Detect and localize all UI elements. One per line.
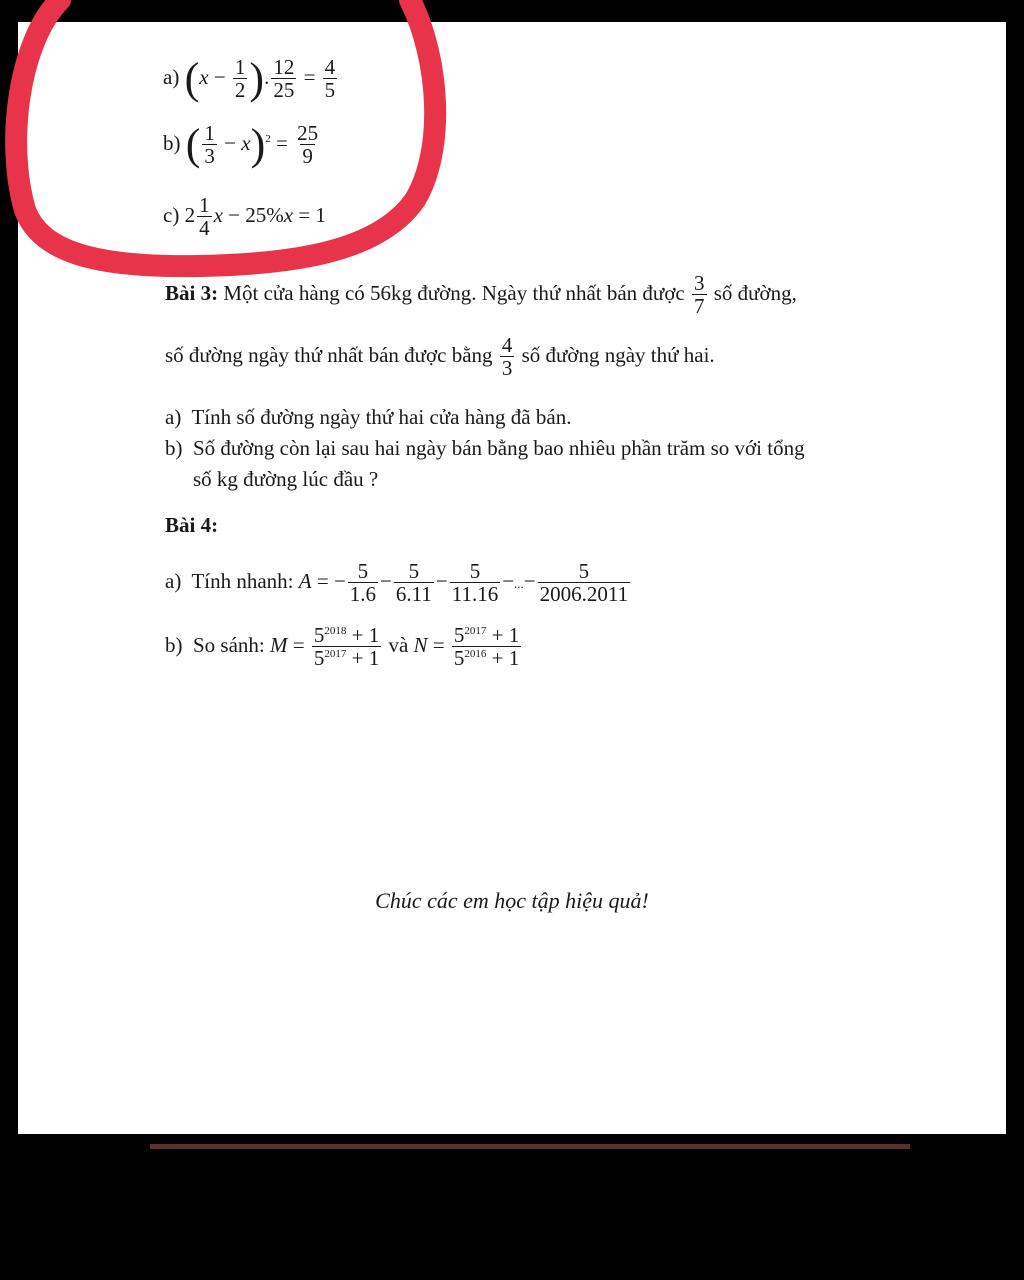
bai4-item-a: a) Tính nhanh: A = − $\frac{5}{1.6}$ − $\frac{5}{6.11}$ − $\frac{5}{11.16}$ −...− $\frac{5}{2006.2011}$ — [165, 559, 629, 607]
text: số đường ngày thứ nhất bán được bằng — [165, 342, 493, 367]
fraction-denominator: 7 — [694, 294, 705, 319]
item-label: a) — [165, 568, 182, 593]
equation-b: b) ( $\frac{1}{3}$ − x)$^2$ = $\frac{25}{9}$ — [163, 120, 319, 170]
item-text: Số đường còn lại sau hai ngày bán bằng bao nhiêu phần trăm so với tổng — [193, 436, 805, 460]
item-label: a) — [165, 405, 182, 429]
bai4-item-b: b) So sánh: M = $\frac{5^{2018} + 1}{5^{2017} + 1}$ và N = $\frac{5^{2017} + 1}{5^{2016} + 1}$ — [165, 623, 520, 671]
text: Một cửa hàng có 56kg đường. Ngày thứ nhất bán được — [223, 280, 685, 305]
item-label: c) — [163, 202, 180, 227]
equation-c: c) 2 $\frac{1}{4}$ x − 25%x = 1 — [163, 193, 326, 241]
item-text: Tính số đường ngày thứ hai cửa hàng đã bán. — [191, 405, 572, 429]
text: số đường, — [713, 280, 797, 305]
item-label: b) — [165, 436, 183, 460]
equation-a: a) (x − $\frac{1}{2}$ ). $\frac{12}{25}$ = $\frac{4}{5}$ — [163, 54, 336, 104]
item-text: số kg đường lúc đầu ? — [193, 467, 379, 491]
item-text: Tính nhanh: — [191, 568, 294, 593]
item-text: So sánh: — [193, 632, 265, 657]
fraction-numerator: 3 — [694, 271, 705, 295]
closing-message: Chúc các em học tập hiệu quả! — [375, 888, 649, 913]
item-label: b) — [163, 130, 181, 155]
item-label: a) — [163, 64, 180, 89]
section-heading: Bài 3: — [165, 280, 219, 305]
section-heading: Bài 4: — [165, 513, 219, 537]
and-word: và — [388, 632, 409, 657]
fraction-denominator: 3 — [501, 356, 513, 381]
fraction-numerator: 4 — [501, 333, 513, 357]
item-label: b) — [165, 632, 183, 657]
text: số đường ngày thứ hai. — [521, 342, 715, 367]
